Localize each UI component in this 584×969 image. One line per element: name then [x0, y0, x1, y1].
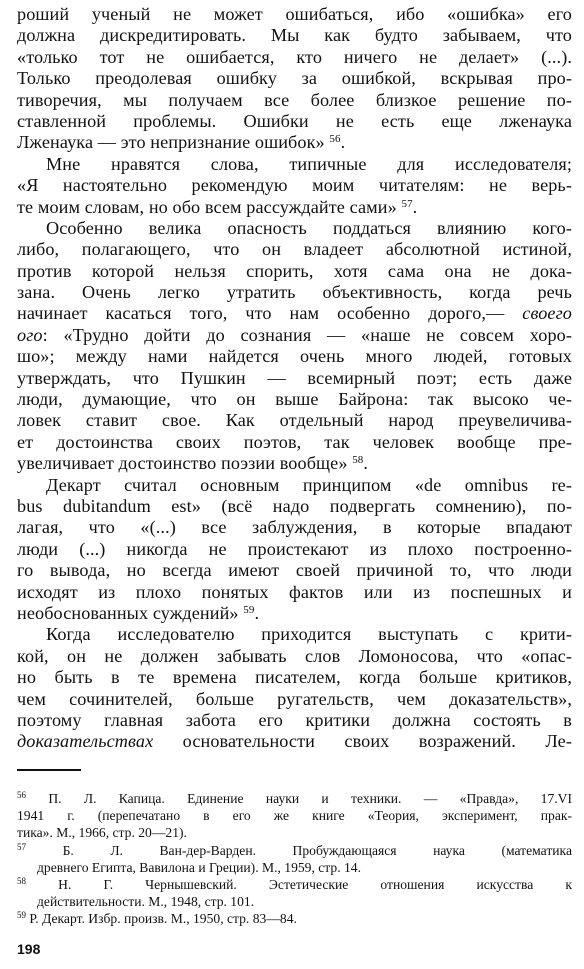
text-line: люди (...) никогда не проистекают из плохо построенно-	[17, 538, 572, 559]
footnotes	[17, 790, 572, 928]
text-line: тиворечия, мы получаем все более близкое решение по-	[17, 89, 572, 110]
text-fragment: необоснованных суждений»	[17, 602, 239, 623]
footnote-number: 58	[17, 875, 26, 886]
text-line	[17, 325, 572, 346]
italic-word: доказательствах	[17, 731, 154, 752]
text-line: bus dubitandum est» (всё надо подвергать сомнению), по-	[17, 495, 572, 516]
text-line: те моим словам, но обо всем рассуждайте сами» $^{57}$.	[17, 196, 418, 217]
text-line: исходят из плохо понятых фактов или из поспешных и	[17, 581, 572, 602]
text-line: Только преодолевая ошибку за ошибкой, вскрывая про-	[17, 68, 572, 89]
text-line: Декарт считал основным принципом «de omnibus re-	[46, 474, 572, 495]
text-line: Когда исследователю приходится выступать с крити-	[46, 624, 572, 645]
text-line	[17, 731, 572, 752]
italic-word: ого	[17, 324, 43, 345]
italic-word: своего	[522, 303, 572, 324]
footnote-line	[17, 790, 572, 807]
footnote-number: 57	[17, 841, 26, 852]
note-ref-56: 56	[329, 133, 341, 146]
note-ref-59: 59	[243, 603, 255, 616]
text-fragment: начинает касаться того, что нам особенно дорого,—	[17, 303, 505, 324]
footnote-text: Н. Г. Чернышевский. Эстетические отношения искусства к	[58, 876, 572, 892]
page-number: 198	[17, 941, 41, 957]
text-line: го вывода, но всегда имеют своей причиной то, что люди	[17, 560, 572, 581]
footnote-text: Р. Декарт. Избр. произв. М., 1950, стр. 83—84.	[29, 911, 297, 927]
footnote-line	[17, 876, 572, 893]
note-ref-57: 57	[401, 197, 413, 210]
text-line: чем сочинителей, больше ругательств, чем доказательств»,	[17, 688, 572, 709]
footnote-line: тика». М., 1966, стр. 20—21).	[17, 825, 187, 841]
footnote-text: П. Л. Капица. Единение науки и техники. — «Правда», 17.VI	[48, 791, 573, 806]
footnote-number: 59	[17, 910, 26, 921]
text-line: необоснованных суждений» $^{59}$.	[17, 602, 260, 623]
footnote-line	[17, 842, 572, 859]
text-fragment: Лженаука — это непризнание ошибок»	[17, 132, 325, 153]
text-fragment: увеличивает достоинство поэзии вообще»	[17, 453, 348, 474]
text-line: ставленной проблемы. Ошибки не есть еще лженаука	[17, 110, 572, 131]
text-line: Лженаука — это непризнание ошибок» $^{56}$.	[17, 132, 346, 153]
text-line: ловек ставит свое. Как отдельный народ преувеличива-	[17, 410, 572, 431]
footnote-line: 1941 г. (перепечатано в его же книге «Теория, эксперимент, прак-	[17, 808, 572, 824]
text-line: увеличивает достоинство поэзии вообще» $^{58}$.	[17, 453, 369, 474]
footnote-text: Б. Л. Ван-дер-Варден. Пробуждающаяся наука (математика	[62, 842, 572, 858]
text-line: либо, полагающего, что он владеет абсолютной истиной,	[17, 239, 572, 260]
text-fragment: те моим словам, но обо всем рассуждайте сами»	[17, 196, 397, 217]
text-fragment: основательности своих возражений. Ле-	[153, 731, 572, 752]
text-fragment: : «Трудно дойти до сознания — «наше не совсем хоро-	[42, 324, 572, 345]
text-line: но быть в те времена писателем, когда больше критиков,	[17, 667, 572, 688]
text-line: Особенно велика опасность поддаться влиянию кого-	[46, 217, 572, 238]
footnote-line: действительности. М., 1948, стр. 101.	[37, 894, 255, 910]
text-line: лагая, что «(...) все заблуждения, в которые впадают	[17, 517, 572, 538]
text-line: «Я настоятельно рекомендую моим читателям: не верь-	[17, 175, 572, 196]
text-line: ет достоинства своих поэтов, так человек вообще пре-	[17, 431, 572, 452]
text-line: шо»; между нами найдется очень много людей, готовых	[17, 346, 572, 367]
text-line: должна дискредитировать. Мы как будто забываем, что	[17, 25, 572, 46]
text-line: люди, думающие, что он выше Байрона: так высоко че-	[17, 389, 572, 410]
text-line: против которой нельзя спорить, хотя сама она не дока-	[17, 260, 572, 281]
text-line: утверждать, что Пушкин — всемирный поэт; есть даже	[17, 367, 572, 388]
text-line: «только тот не ошибается, кто ничего не делает» (...).	[17, 46, 572, 67]
footnote-number: 56	[17, 790, 26, 800]
main-text	[17, 4, 572, 753]
text-line: зана. Очень легко утратить объективность, когда речь	[17, 282, 572, 303]
text-line: роший ученый не может ошибаться, ибо «ошибка» его	[17, 4, 572, 24]
footnote-divider	[17, 769, 81, 771]
footnote-line	[17, 910, 572, 927]
text-line: Мне нравятся слова, типичные для исследователя;	[46, 153, 572, 174]
note-ref-58: 58	[352, 454, 364, 467]
text-line: поэтому главная забота его критики должна состоять в	[17, 709, 572, 730]
footnote-line: древнего Египта, Вавилона и Греции). М., 1959, стр. 14.	[37, 859, 361, 875]
text-line: кой, он не должен забывать слов Ломоносова, что «опас-	[17, 645, 572, 666]
text-line	[17, 303, 572, 324]
